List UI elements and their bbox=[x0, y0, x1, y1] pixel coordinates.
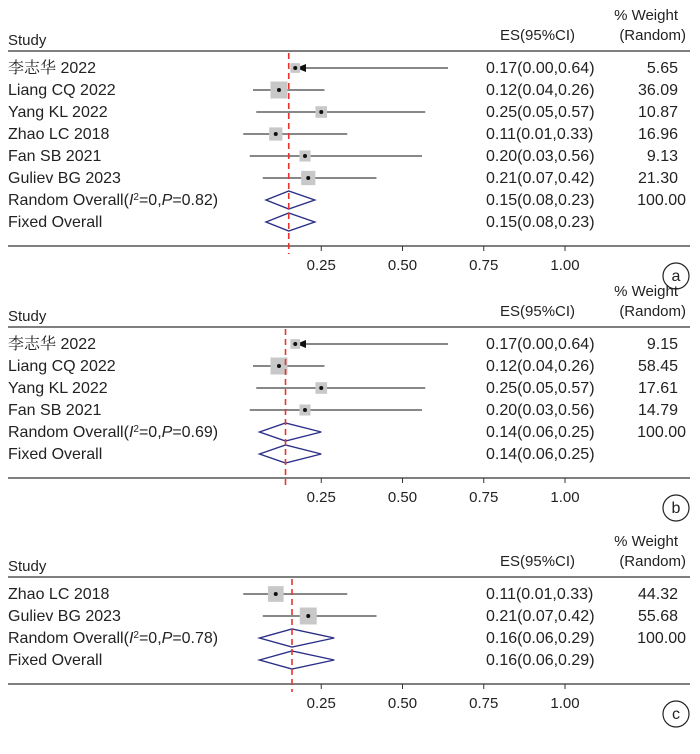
fixed-overall-label: Fixed Overall bbox=[8, 652, 103, 669]
study-point bbox=[274, 132, 278, 136]
study-weight: 36.09 bbox=[637, 82, 678, 99]
study-es-ci: 0.12(0.04,0.26) bbox=[486, 358, 595, 375]
weight-header-line1: % Weight bbox=[614, 7, 678, 24]
x-tick-label: 0.25 bbox=[306, 489, 336, 506]
fixed-overall-label: Fixed Overall bbox=[8, 214, 103, 231]
study-name: Yang KL 2022 bbox=[8, 380, 108, 397]
es-column-header: ES(95%CI) bbox=[500, 27, 576, 44]
study-weight: 17.61 bbox=[637, 380, 678, 397]
study-name: Liang CQ 2022 bbox=[8, 358, 116, 375]
study-point bbox=[277, 88, 281, 92]
weight-header-line1: % Weight bbox=[614, 533, 678, 550]
weight-header-line2: (Random) bbox=[619, 553, 686, 570]
es-column-header: ES(95%CI) bbox=[500, 303, 576, 320]
fixed-overall-es-ci: 0.16(0.06,0.29) bbox=[486, 652, 595, 669]
study-es-ci: 0.20(0.03,0.56) bbox=[486, 148, 595, 165]
x-tick-label: 1.00 bbox=[550, 257, 580, 274]
random-overall-label: Random $Overall(I^2=0,P=0.69)$ bbox=[8, 423, 219, 441]
weight-header-line1: % Weight bbox=[614, 283, 678, 300]
study-es-ci: 0.25(0.05,0.57) bbox=[486, 380, 595, 397]
fixed-overall-diamond bbox=[260, 445, 322, 463]
random-overall-label: Random $Overall(I^2=0,P=0.78)$ bbox=[8, 629, 219, 647]
study-weight: 9.13 bbox=[646, 148, 678, 165]
study-point bbox=[319, 110, 323, 114]
study-name: 李志华 2022 bbox=[8, 336, 97, 353]
x-tick-label: 1.00 bbox=[550, 695, 580, 712]
study-point bbox=[306, 614, 310, 618]
study-name: Zhao LC 2018 bbox=[8, 586, 110, 603]
study-weight: 9.15 bbox=[646, 336, 678, 353]
study-point bbox=[303, 154, 307, 158]
random-overall-diamond bbox=[266, 191, 315, 209]
study-es-ci: 0.20(0.03,0.56) bbox=[486, 402, 595, 419]
random-overall-diamond bbox=[260, 423, 322, 441]
random-overall-es-ci: 0.14(0.06,0.25) bbox=[486, 424, 595, 441]
study-name: Yang KL 2022 bbox=[8, 104, 108, 121]
study-weight: 58.45 bbox=[637, 358, 678, 375]
study-point bbox=[274, 592, 278, 596]
study-es-ci: 0.21(0.07,0.42) bbox=[486, 608, 595, 625]
x-tick-label: 0.75 bbox=[469, 257, 499, 274]
study-point bbox=[293, 66, 297, 70]
weight-header-line2: (Random) bbox=[619, 27, 686, 44]
fixed-overall-diamond bbox=[266, 213, 315, 231]
study-name: 李志华 2022 bbox=[8, 60, 97, 77]
x-tick-label: 0.50 bbox=[387, 695, 418, 712]
study-weight: 44.32 bbox=[637, 586, 678, 603]
study-column-header: Study bbox=[8, 308, 47, 325]
study-weight: 5.65 bbox=[646, 60, 678, 77]
study-weight: 14.79 bbox=[637, 402, 678, 419]
fixed-overall-es-ci: 0.14(0.06,0.25) bbox=[486, 446, 595, 463]
x-tick-label: 0.50 bbox=[387, 489, 418, 506]
study-weight: 16.96 bbox=[637, 126, 678, 143]
random-overall-weight: 100.00 bbox=[637, 424, 686, 441]
fixed-overall-es-ci: 0.15(0.08,0.23) bbox=[486, 214, 595, 231]
x-tick-label: 0.25 bbox=[306, 257, 336, 274]
es-column-header: ES(95%CI) bbox=[500, 553, 576, 570]
fixed-overall-label: Fixed Overall bbox=[8, 446, 103, 463]
x-tick-label: 0.50 bbox=[387, 257, 418, 274]
weight-header-line2: (Random) bbox=[619, 303, 686, 320]
study-es-ci: 0.17(0.00,0.64) bbox=[486, 60, 595, 77]
study-name: Guliev BG 2023 bbox=[8, 608, 121, 625]
x-tick-label: 0.75 bbox=[469, 695, 499, 712]
study-point bbox=[277, 364, 281, 368]
panel-label: a bbox=[671, 268, 681, 285]
panel-label: c bbox=[672, 706, 680, 723]
x-tick-label: 0.25 bbox=[306, 695, 336, 712]
random-overall-diamond bbox=[260, 629, 335, 647]
study-weight: 55.68 bbox=[637, 608, 678, 625]
study-es-ci: 0.11(0.01,0.33) bbox=[486, 586, 594, 603]
study-name: Guliev BG 2023 bbox=[8, 170, 121, 187]
x-tick-label: 0.75 bbox=[469, 489, 499, 506]
study-column-header: Study bbox=[8, 558, 47, 575]
fixed-overall-diamond bbox=[260, 651, 335, 669]
study-weight: 21.30 bbox=[637, 170, 678, 187]
study-es-ci: 0.17(0.00,0.64) bbox=[486, 336, 595, 353]
random-overall-es-ci: 0.16(0.06,0.29) bbox=[486, 630, 595, 647]
study-es-ci: 0.12(0.04,0.26) bbox=[486, 82, 595, 99]
random-overall-label: Random $Overall(I^2=0,P=0.82)$ bbox=[8, 191, 219, 209]
panel-label: b bbox=[671, 500, 681, 517]
study-es-ci: 0.11(0.01,0.33) bbox=[486, 126, 594, 143]
study-es-ci: 0.25(0.05,0.57) bbox=[486, 104, 595, 121]
study-name: Fan SB 2021 bbox=[8, 148, 102, 165]
x-tick-label: 1.00 bbox=[550, 489, 580, 506]
random-overall-es-ci: 0.15(0.08,0.23) bbox=[486, 192, 595, 209]
study-es-ci: 0.21(0.07,0.42) bbox=[486, 170, 595, 187]
random-overall-weight: 100.00 bbox=[637, 192, 686, 209]
study-name: Zhao LC 2018 bbox=[8, 126, 110, 143]
study-name: Fan SB 2021 bbox=[8, 402, 102, 419]
study-point bbox=[306, 176, 310, 180]
study-name: Liang CQ 2022 bbox=[8, 82, 116, 99]
study-column-header: Study bbox=[8, 32, 47, 49]
study-point bbox=[293, 342, 297, 346]
study-point bbox=[319, 386, 323, 390]
study-point bbox=[303, 408, 307, 412]
study-weight: 10.87 bbox=[637, 104, 678, 121]
random-overall-weight: 100.00 bbox=[637, 630, 686, 647]
